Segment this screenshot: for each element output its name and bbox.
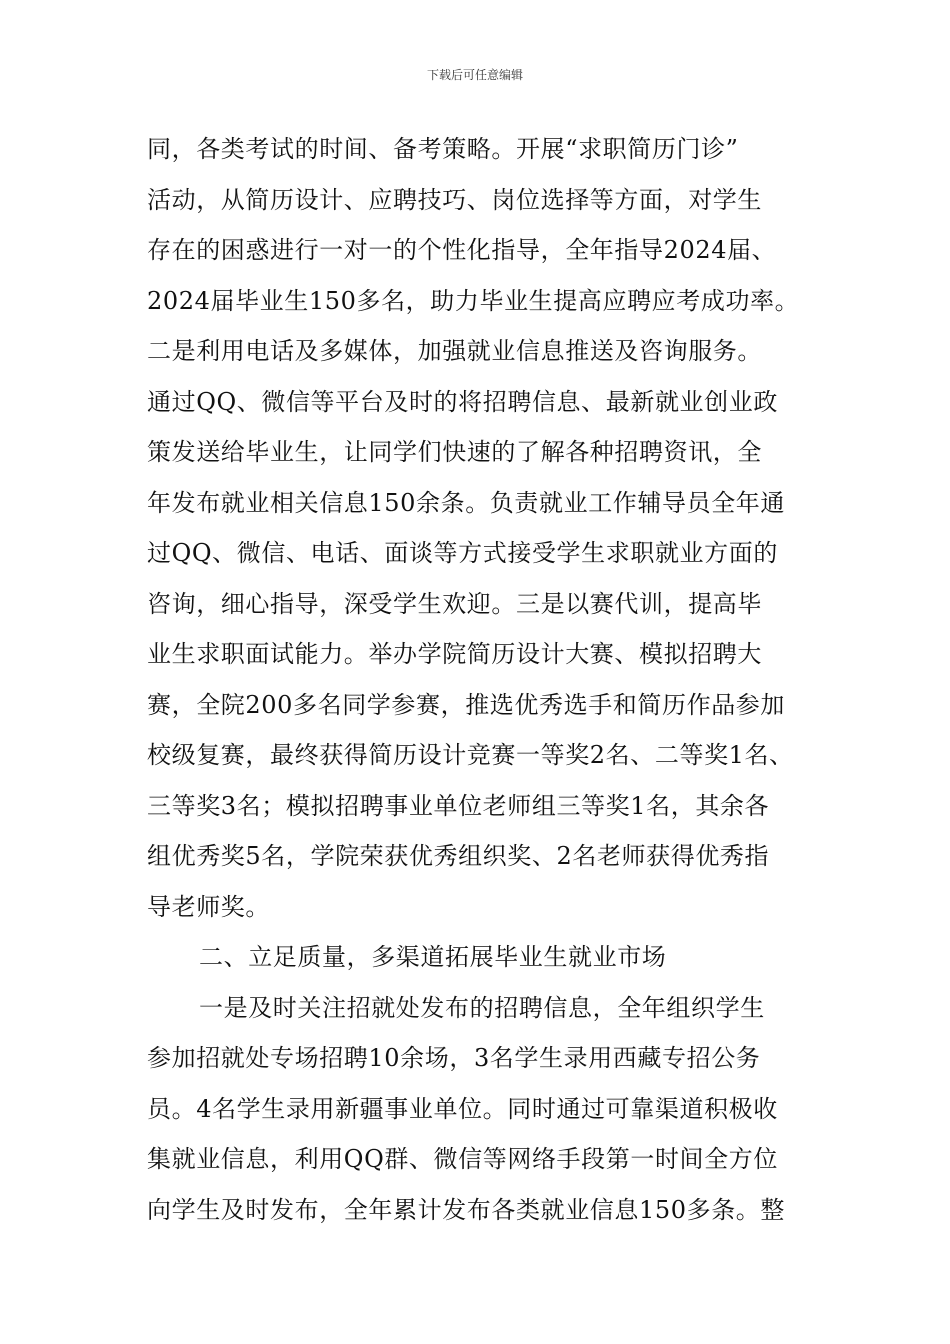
text-line: 员。4名学生录用新疆事业单位。同时通过可靠渠道积极收 <box>147 1094 778 1123</box>
section-heading: 二、立足质量，多渠道拓展毕业生就业市场 <box>199 943 667 971</box>
text-line: 存在的困惑进行一对一的个性化指导，全年指导2024届、 <box>147 236 777 264</box>
text-line: 咨询，细心指导，深受学生欢迎。三是以赛代训，提高毕 <box>147 589 762 618</box>
text-line: 同，各类考试的时间、备考策略。开展“求职简历门诊” <box>147 135 739 163</box>
text-line: 组优秀奖5名，学院荣获优秀组织奖、2名老师获得优秀指 <box>147 842 770 870</box>
text-line: 业生求职面试能力。举办学院简历设计大赛、模拟招聘大 <box>147 640 762 668</box>
document-body <box>147 124 827 1235</box>
text-line: 校级复赛，最终获得简历设计竞赛一等奖2名、二等奖1名、 <box>147 741 794 769</box>
text-line: 年发布就业相关信息150余条。负责就业工作辅导员全年通 <box>147 488 786 517</box>
text-line: 导老师奖。 <box>147 892 270 921</box>
text-line: 策发送给毕业生，让同学们快速的了解各种招聘资讯，全 <box>147 438 762 466</box>
text-line: 参加招就处专场招聘10余场，3名学生录用西藏专招公务 <box>147 1044 761 1072</box>
text-line: 三等奖3名；模拟招聘事业单位老师组三等奖1名，其余各 <box>147 791 770 820</box>
text-line: 活动，从简历设计、应聘技巧、岗位选择等方面，对学生 <box>147 185 762 214</box>
text-line: 过QQ、微信、电话、面谈等方式接受学生求职就业方面的 <box>147 539 778 567</box>
text-line: 集就业信息，利用QQ群、微信等网络手段第一时间全方位 <box>147 1145 778 1173</box>
text-line: 一是及时关注招就处发布的招聘信息，全年组织学生 <box>199 993 765 1022</box>
text-line: 通过QQ、微信等平台及时的将招聘信息、最新就业创业政 <box>147 387 778 416</box>
page-header: 下载后可任意编辑 <box>426 68 523 82</box>
text-line: 2024届毕业生150多名，助力毕业生提高应聘应考成功率。 <box>147 286 800 315</box>
text-line: 赛，全院200多名同学参赛，推选优秀选手和简历作品参加 <box>147 690 786 719</box>
text-line: 向学生及时发布，全年累计发布各类就业信息150多条。整 <box>147 1195 786 1224</box>
text-line: 二是利用电话及多媒体，加强就业信息推送及咨询服务。 <box>147 337 762 365</box>
